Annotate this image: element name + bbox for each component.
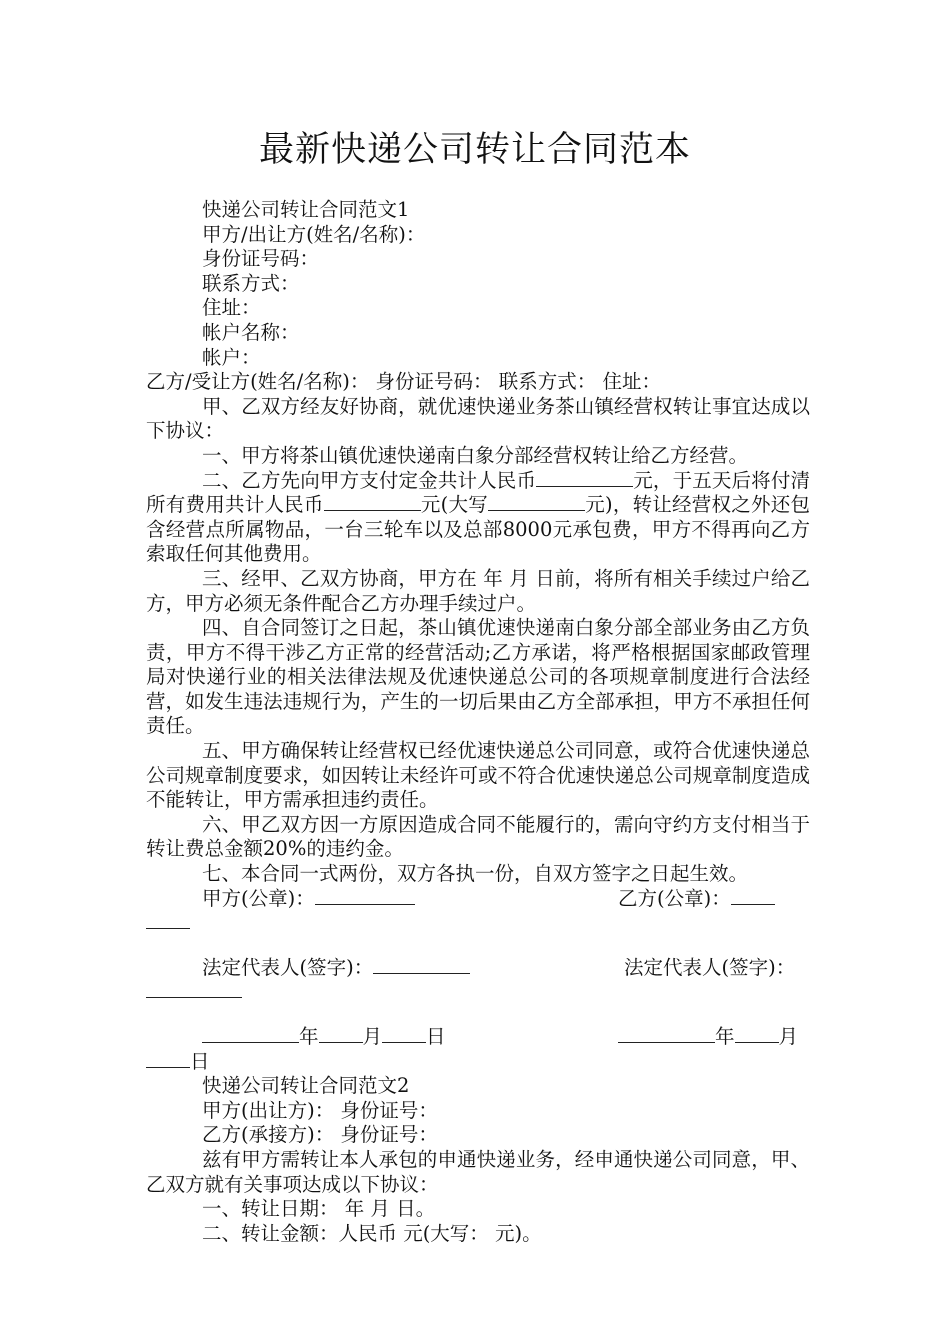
section-2-clause-2: 二、转让金额：人民币 元(大写： 元)。 (202, 1221, 542, 1245)
party-b-date: 年 月 (618, 1025, 798, 1050)
clause-5: 五、甲方确保转让经营权已经优速快递总公司同意，或符合优速快递总公司规章制度要求，如因转让未经许可或不符合优速快递总公司规章制度造成不能转让，甲方需承担违约责任。 (146, 739, 810, 812)
blank-line (319, 1025, 363, 1043)
party-b-representative: 法定代表人(签字)： (624, 955, 796, 979)
section-2-clause-1: 一、转让日期： 年 月 日。 (202, 1197, 436, 1221)
seal-row-continuation (146, 911, 810, 936)
clause-2-part-b: 元，于五天后将付清所有费用共计人民币 (146, 468, 810, 517)
clause-2-part-c: 元(大写 (420, 493, 488, 517)
section-2-intro: 兹有甲方需转让本人承包的申通快递业务，经申通快递公司同意，甲、乙双方就有关事项达成以下协议： (146, 1147, 810, 1196)
blank-line (735, 1025, 779, 1043)
account-name-line: 帐户名称： (202, 320, 300, 344)
clause-2-part-a: 二、乙方先向甲方支付定金共计人民币 (202, 468, 537, 492)
clause-7: 七、本合同一式两份，双方各执一份，自双方签字之日起生效。 (202, 862, 749, 886)
document-body (146, 198, 810, 1246)
party-b-seal: 乙方(公章)： (618, 887, 775, 912)
clause-4: 四、自合同签订之日起，茶山镇优速快递南白象分部全部业务由乙方负责，甲方不得干涉乙方正常的经营活动;乙方承诺，将严格根据国家邮政管理局对快递行业的相关法律法规及优速快递总公司的各项规章制度进行合法经营，如发生违法违规行为，产生的一切后果由乙方全部承担，甲方不承担任何责任。 (146, 616, 810, 738)
section-2-heading: 快递公司转让合同范文2 (202, 1074, 410, 1098)
blank-line (146, 911, 190, 929)
blank-line (373, 956, 470, 974)
representative-row-continuation (146, 980, 810, 1005)
blank-line (146, 1050, 190, 1068)
party-a-date: 年 月 日 (202, 1025, 446, 1050)
party-b-line: 乙方/受让方(姓名/名称)： 身份证号码： 联系方式： 住址： (146, 370, 661, 394)
contact-line: 联系方式： (202, 271, 300, 295)
section-2-party-b: 乙方(承接方)： 身份证号： (202, 1123, 438, 1147)
clause-2-part-d: 元)，转让经营权之外还包含经营点所属物品，一台三轮车以及总部8000元承包费，甲方不得再向乙方索取任何其他费用。 (146, 493, 810, 566)
party-a-representative: 法定代表人(签字)： (202, 956, 470, 981)
address-line: 住址： (202, 296, 261, 320)
representative-signature-row (146, 956, 810, 981)
blank-line (731, 887, 775, 905)
id-number-line: 身份证号码： (202, 247, 320, 271)
clause-2 (146, 469, 810, 567)
blank-line (382, 1025, 426, 1043)
blank-line (488, 493, 585, 511)
blank-line (536, 469, 633, 487)
section-2-party-a: 甲方(出让方)： 身份证号： (202, 1098, 438, 1122)
date-row-continuation: 日 (146, 1050, 810, 1075)
clause-3: 三、经甲、乙双方协商，甲方在 年 月 日前，将所有相关手续过户给乙方，甲方必须无条件配合乙方办理手续过户。 (146, 566, 810, 615)
document-title: 最新快递公司转让合同范本 (258, 130, 691, 170)
clause-6: 六、甲乙双方因一方原因造成合同不能履行的，需向守约方支付相当于转让费总金额20%的违约金。 (146, 812, 810, 861)
intro-paragraph: 甲、乙双方经友好协商，就优速快递业务茶山镇经营权转让事宜达成以下协议： (146, 394, 810, 443)
blank-line (324, 493, 421, 511)
blank-line (146, 980, 242, 998)
blank-line (315, 887, 415, 905)
account-line: 帐户： (202, 345, 261, 369)
party-a-line: 甲方/出让方(姓名/名称)： (202, 222, 426, 246)
date-signature-row (146, 1025, 810, 1050)
section-1-heading: 快递公司转让合同范文1 (202, 198, 410, 221)
clause-1: 一、甲方将茶山镇优速快递南白象分部经营权转让给乙方经营。 (202, 443, 749, 467)
blank-line (618, 1025, 715, 1043)
seal-signature-row (146, 887, 810, 912)
party-a-seal: 甲方(公章)： (202, 887, 415, 912)
blank-line (202, 1025, 299, 1043)
